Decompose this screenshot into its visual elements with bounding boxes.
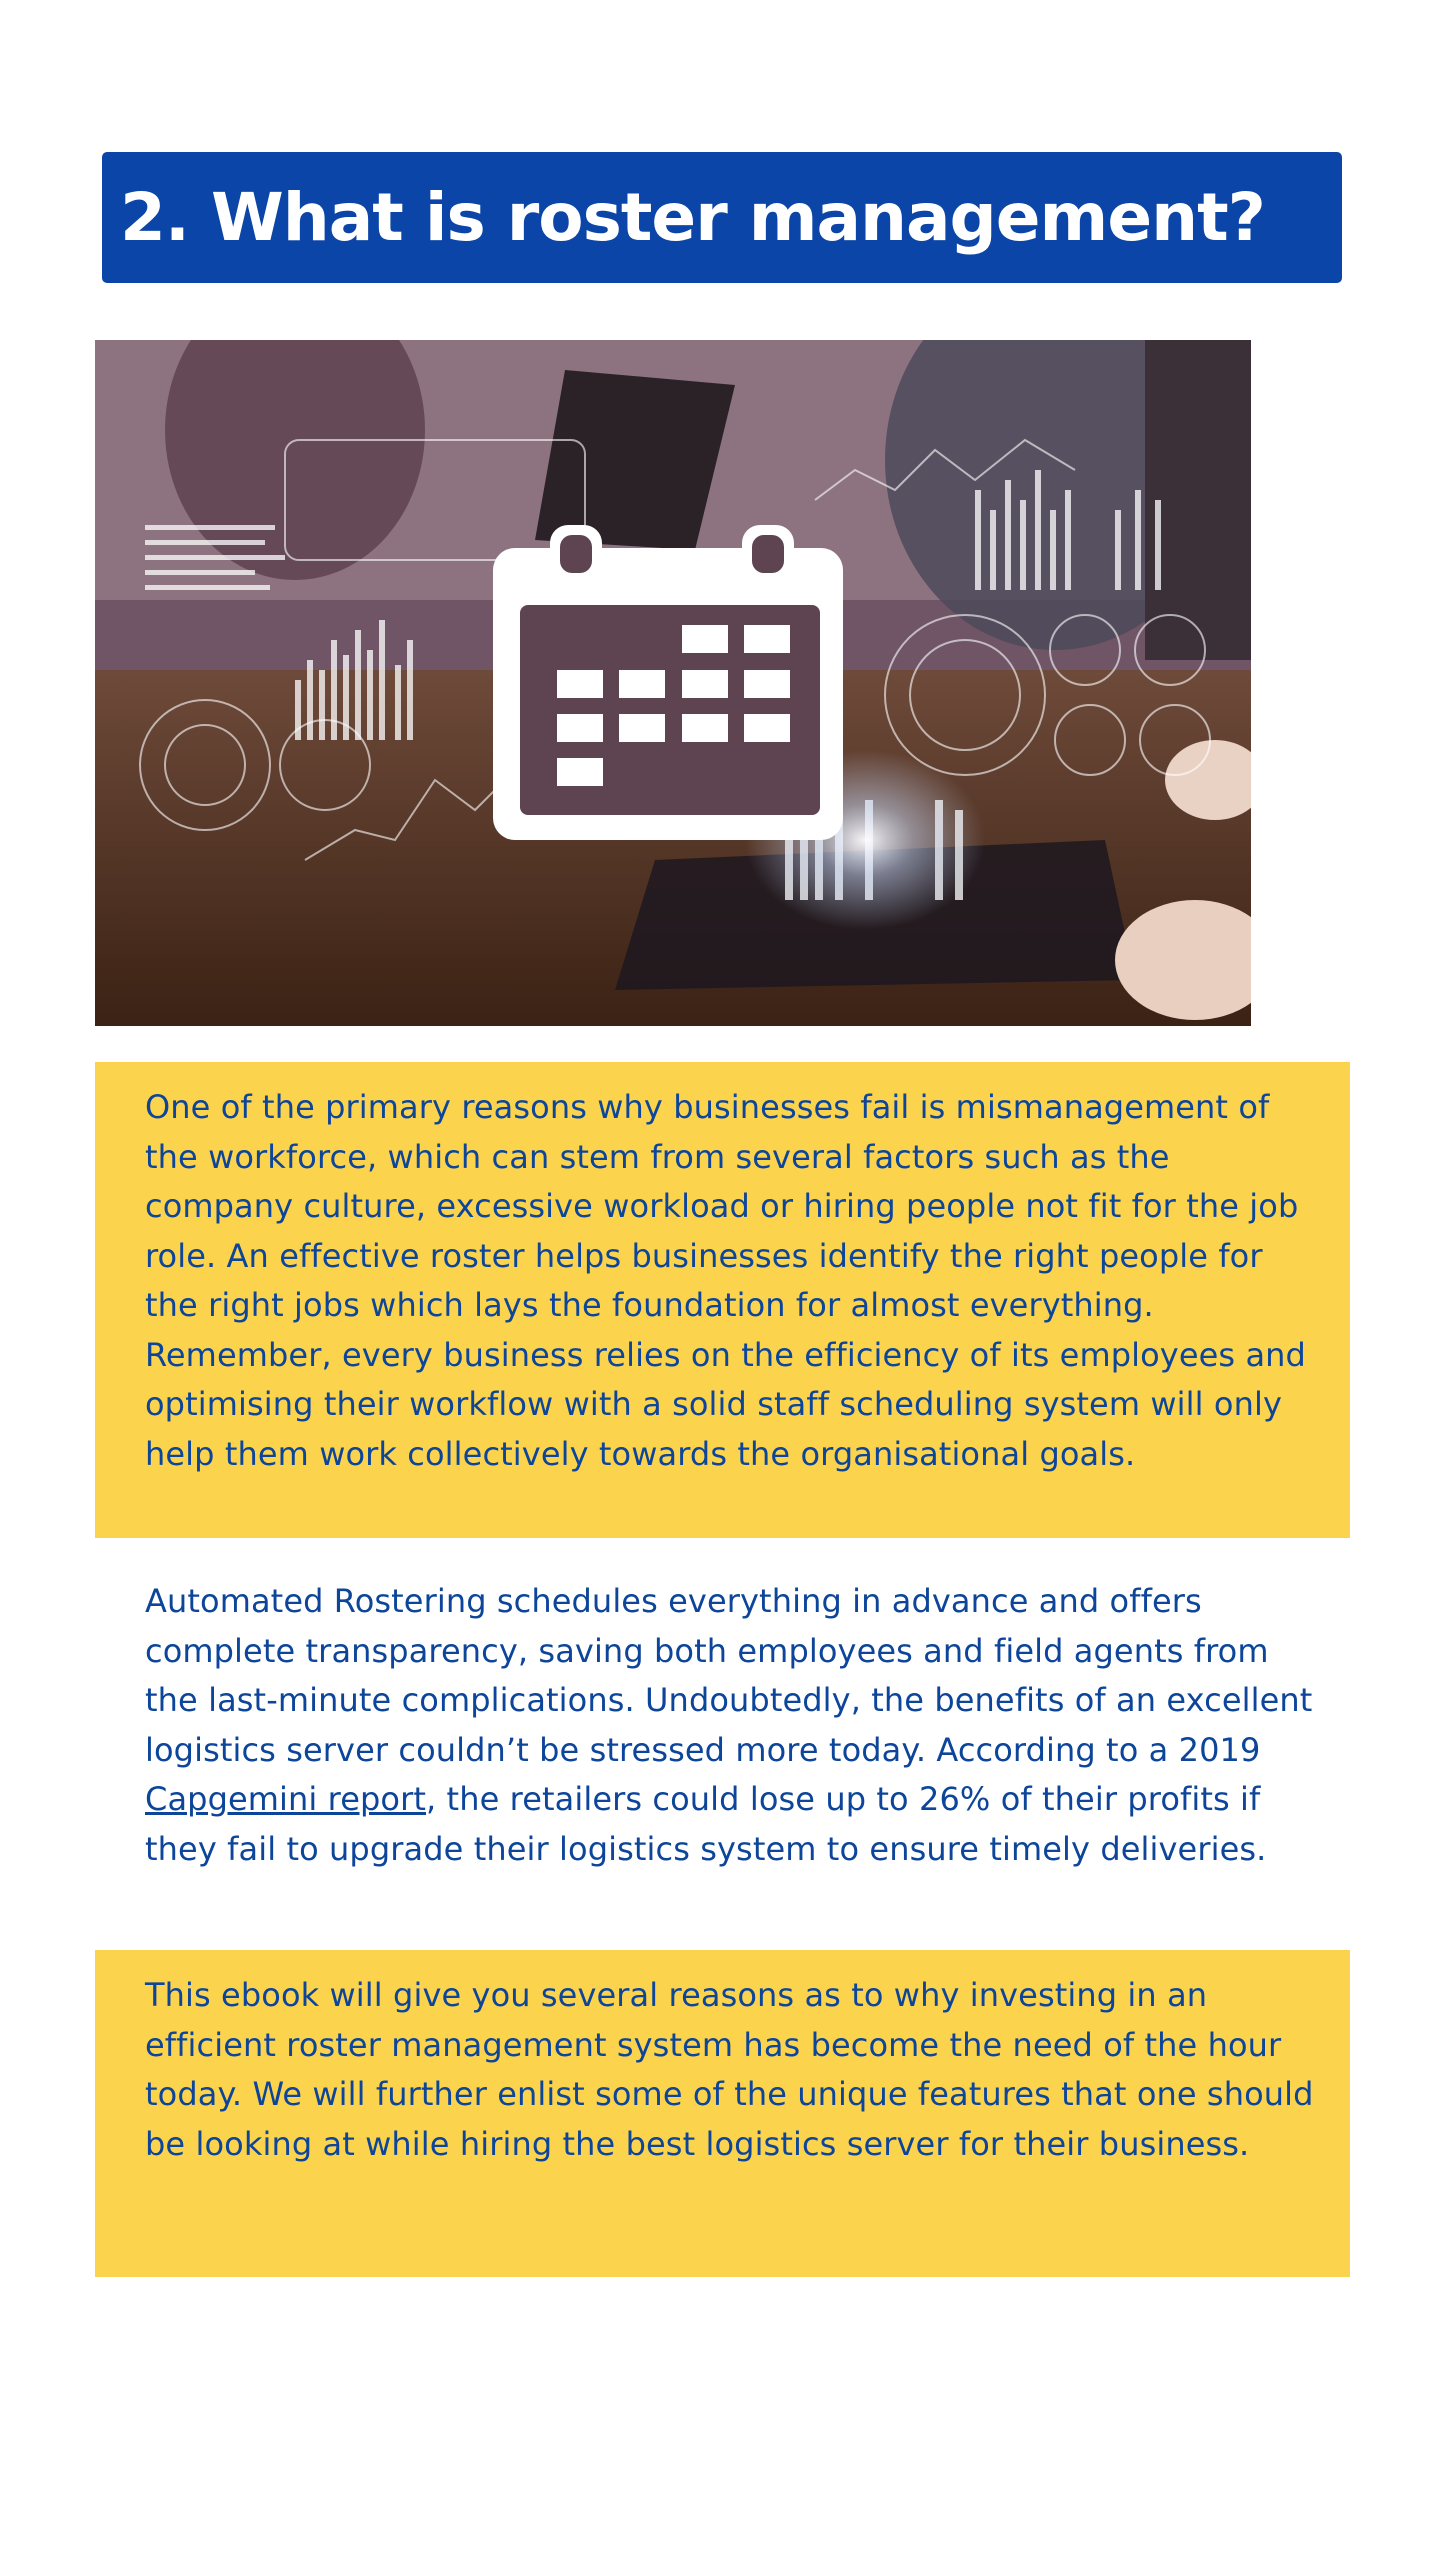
- capgemini-report-link[interactable]: Capgemini report: [145, 1780, 427, 1818]
- hero-image: [95, 340, 1251, 1026]
- paragraph-ebook-intro: This ebook will give you several reasons as to why investing in an efficient roster management system has become the need of the hour today. We will further enlist some of the unique features that one should be looking at while hiring the best logistics server for their business.: [145, 1976, 1314, 2163]
- paragraph-text-end: , the retailers could lose up to 26% of their profits if they fail to upgrade their logistics system to ensure timely deliveries.: [145, 1780, 1267, 1868]
- title-banner: [102, 152, 1342, 283]
- calendar-icon: [493, 525, 843, 840]
- paragraph-workforce: One of the primary reasons why businesses fail is mismanagement of the workforce, which can stem from several factors such as the company culture, excessive workload or hiring people not fit for the job role. An effective roster helps businesses identify the right people for the right jobs which lays the foundation for almost everything. Remember, every business relies on the efficiency of its employees and optimising their workflow with a solid staff scheduling system will only help them work collectively towards the organisational goals.: [145, 1088, 1306, 1473]
- page-title: 2. What is roster management?: [120, 179, 1265, 256]
- paragraph-text-start: Automated Rostering schedules everything in advance and offers complete transparency, saving both employees and field agents from the last-minute complications. Undoubtedly, the benefits of an excellent logistics server couldn’t be stressed more today. According to a 2019: [145, 1582, 1313, 1769]
- paragraph-automated-rostering: [145, 1577, 1325, 1874]
